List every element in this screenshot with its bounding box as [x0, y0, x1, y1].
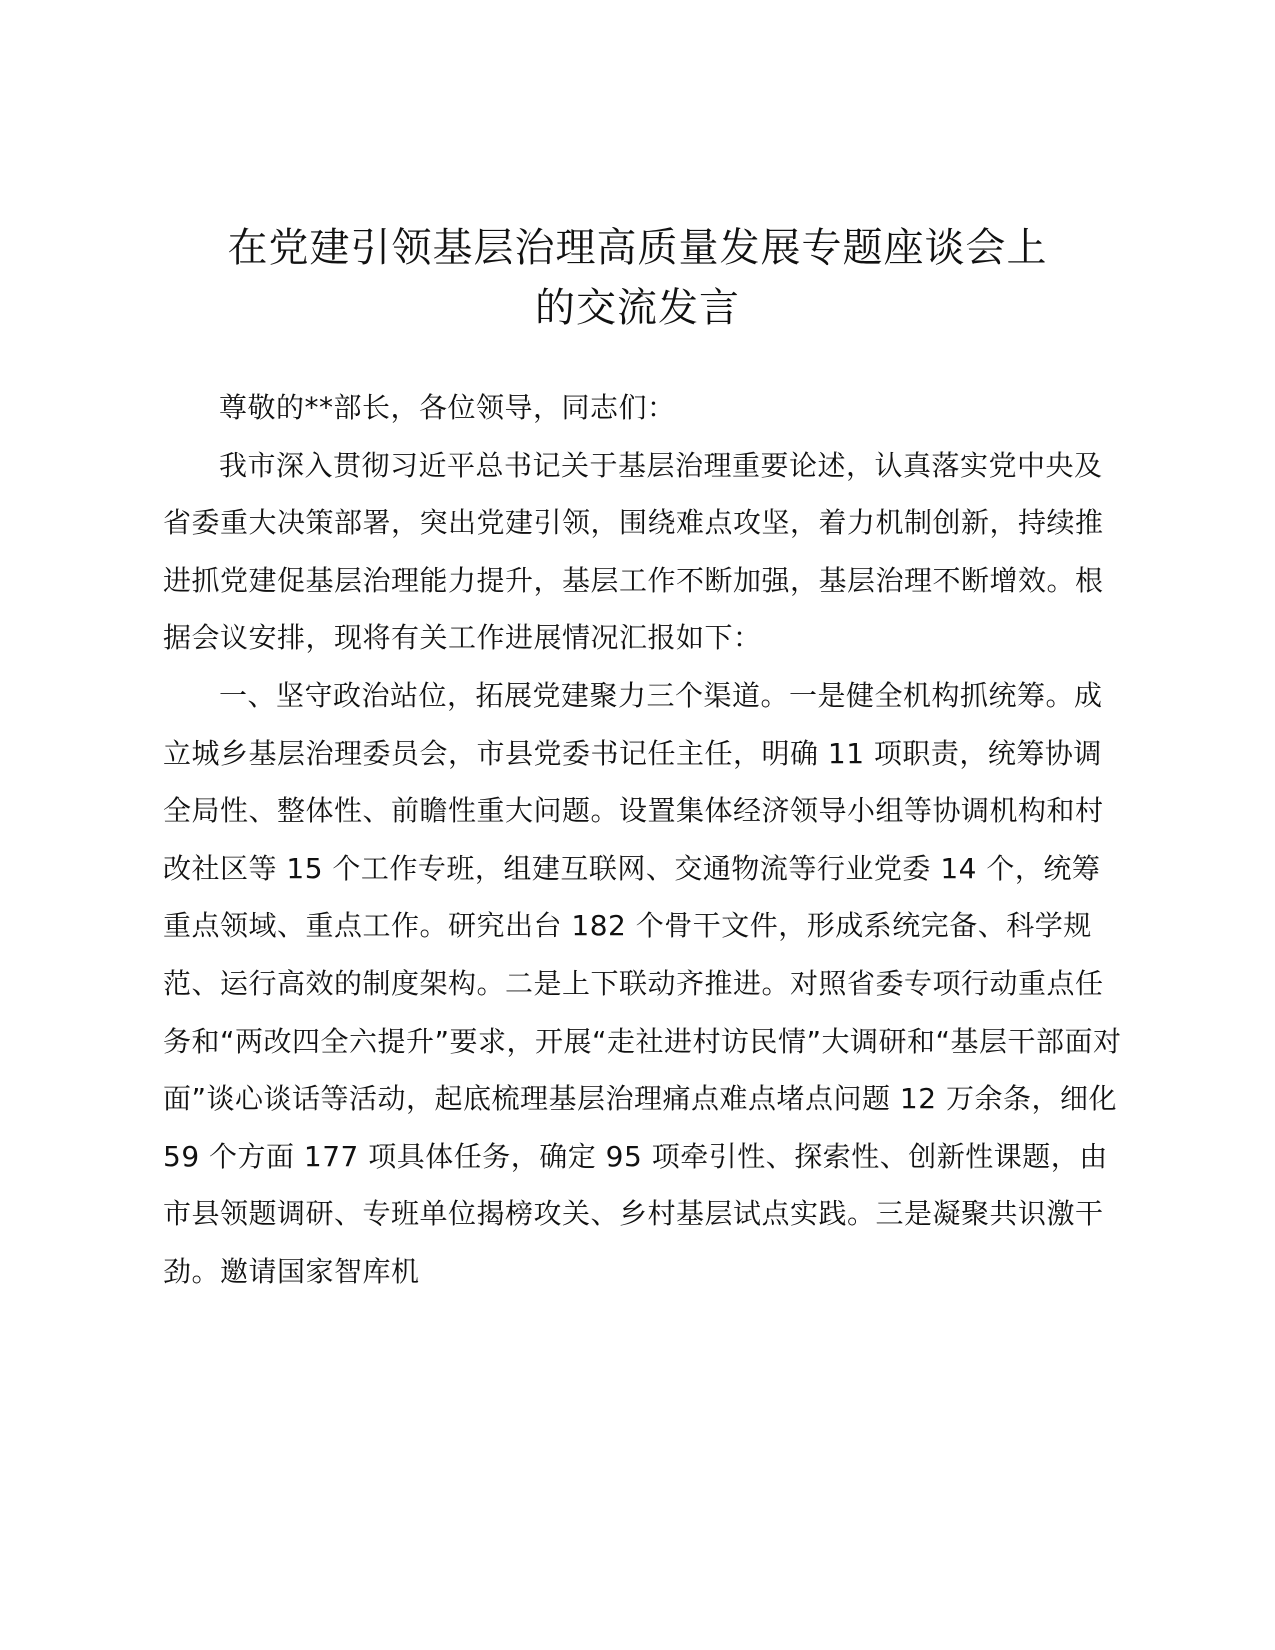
title-line-1: 在党建引领基层治理高质量发展专题座谈会上 — [227, 225, 1048, 271]
paragraph-section-one: 一、坚守政治站位，拓展党建聚力三个渠道。一是健全机构抓统筹。成立城乡基层治理委员会，市县党委书记任主任，明确 11 项职责，统筹协调全局性、整体性、前瞻性重大问题。设置集体经济领导小组等协调机构和村改社区等 15 个工作专班，组建互联网、交通物流等行业党委 14 个，统筹重点领域、重点工作。研究出台 182 个骨干文件，形成系统完备、科学规范、运行高效的制度架构。二是上下联动齐推进。对照省委专项行动重点任务和“两改四全六提升”要求，开展“走社进村访民情”大调研和“基层干部面对面”谈心谈话等活动，起底梳理基层治理痛点难点堵点问题 12 万余条，细化 59 个方面 177 项具体任务，确定 95 项牵引性、探索性、创新性课题，由市县领题调研、专班单位揭榜攻关、乡村基层试点实践。三是凝聚共识激干劲。邀请国家智库机 — [163, 678, 1122, 1288]
document-title — [150, 218, 1125, 338]
salutation: 尊敬的**部长，各位领导，同志们： — [219, 391, 676, 424]
document-body — [163, 379, 1123, 1301]
title-line-2: 的交流发言 — [535, 285, 740, 331]
paragraph-intro: 我市深入贯彻习近平总书记关于基层治理重要论述，认真落实党中央及省委重大决策部署，突出党建引领，围绕难点攻坚，着力机制创新，持续推进抓党建促基层治理能力提升，基层工作不断加强，基层治理不断增效。根据会议安排，现将有关工作进展情况汇报如下： — [163, 448, 1104, 655]
